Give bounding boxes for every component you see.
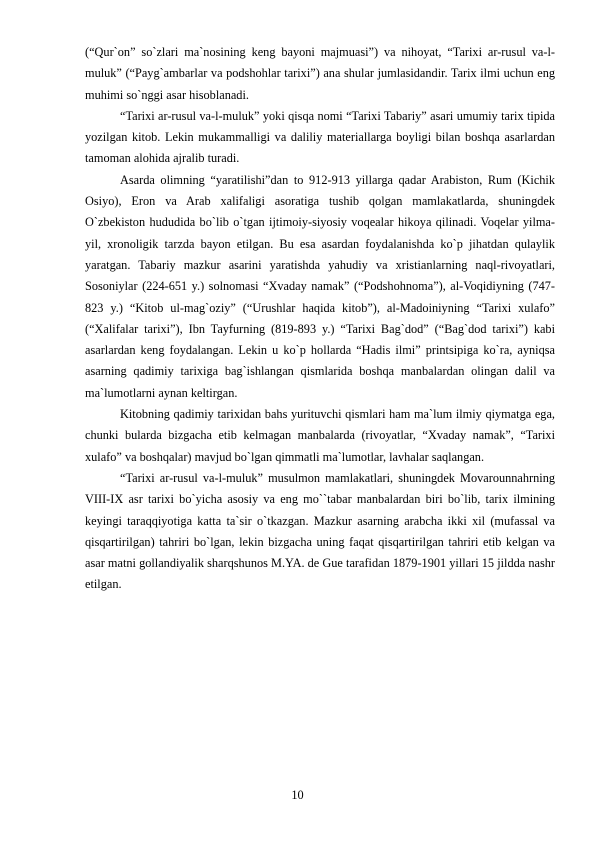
page-number: 10 xyxy=(291,788,304,802)
paragraph: “Tarixi ar-rusul va-l-muluk” yoki qisqa nomi “Tarixi Tabariy” asari umumiy tarix tipida yozilgan kitob. Lekin mukammalligi va daliliy materiallarga boyligi bilan boshqa asarlardan tamoman alohida ajralib turadi. xyxy=(85,108,555,166)
paragraph: Asarda olimning “yaratilishi”dan to 912-913 yillarga qadar Arabiston, Rum (Kichik Osiyo), Eron va Arab xalifaligi asoratiga tushib qolgan mamlakatlarda, shuningdek O`zbekiston hududida bo`lib o`tgan ijtimoiy-siyosiy voqealar hikoya qilinadi. Voqelar yilma-yil, xronoligik tarzda bayon etilgan. Bu esa asardan foydalanishda ko`p jihatdan qulaylik yaratgan. Tabariy mazkur asarini yaratishda yahudiy va xristianlarning naql-rivoyatlari, Sosoniylar (224-651 y.) solnomasi “Xvaday namak” (“Podshohnoma”), al-Voqidiyning (747-823 y.) “Kitob ul-mag`oziy” (“Urushlar haqida kitob”), al-Madoiniyning “Tarixi xulafo” (“Xalifalar tarixi”), Ibn Tayfurning (819-893 y.) “Tarixi Bag`dod” (“Bag`dod tarixi”) kabi asarlardan keng foydalangan. Lekin u ko`p hollarda “Hadis ilmi” printsipiga ko`ra, ayniqsa asarning qadimiy tarixiga bag`ishlangan qismlarida boshqa manbalardan olingan dalil va ma`lumotlarni aynan keltirgan. xyxy=(85,172,555,400)
paragraph: “Tarixi ar-rusul va-l-muluk” musulmon mamlakatlari, shuningdek Movarounnahrning VIII-IX asr tarixi bo`yicha asosiy va eng mo``tabar manbalardan biri bo`lib, tarix ilmining keyingi taraqqiyotiga katta ta`sir o`tkazgan. Mazkur asarning arabcha ikki xil (mufassal va qisqartirilgan) tahriri bo`lgan, lekin bizgacha uning faqat qisqartirilgan tahriri etib kelgan va asar matni gollandiyalik sharqshunos M.YA. de Gue tarafidan 1879-1901 yillari 15 jildda nashr etilgan. xyxy=(85,470,555,592)
paragraph: Kitobning qadimiy tarixidan bahs yurituvchi qismlari ham ma`lum ilmiy qiymatga ega, chunki bularda bizgacha etib kelmagan manbalarda (rivoyatlar, “Xvaday namak”, “Tarixi xulafo” va boshqalar) mavjud bo`lgan qimmatli ma`lumotlar, lavhalar saqlangan. xyxy=(85,407,555,464)
document-body xyxy=(85,42,555,596)
paragraph-continuation: (“Qur`on” so`zlari ma`nosining keng bayoni majmuasi”) va nihoyat, “Tarixi ar-rusul va-l-muluk” (“Payg`ambarlar va podshohlar tarixi”) ana shular jumlasidandir. Tarix ilmi uchun eng muhimi so`nggi asar hisoblanadi. xyxy=(85,45,555,102)
